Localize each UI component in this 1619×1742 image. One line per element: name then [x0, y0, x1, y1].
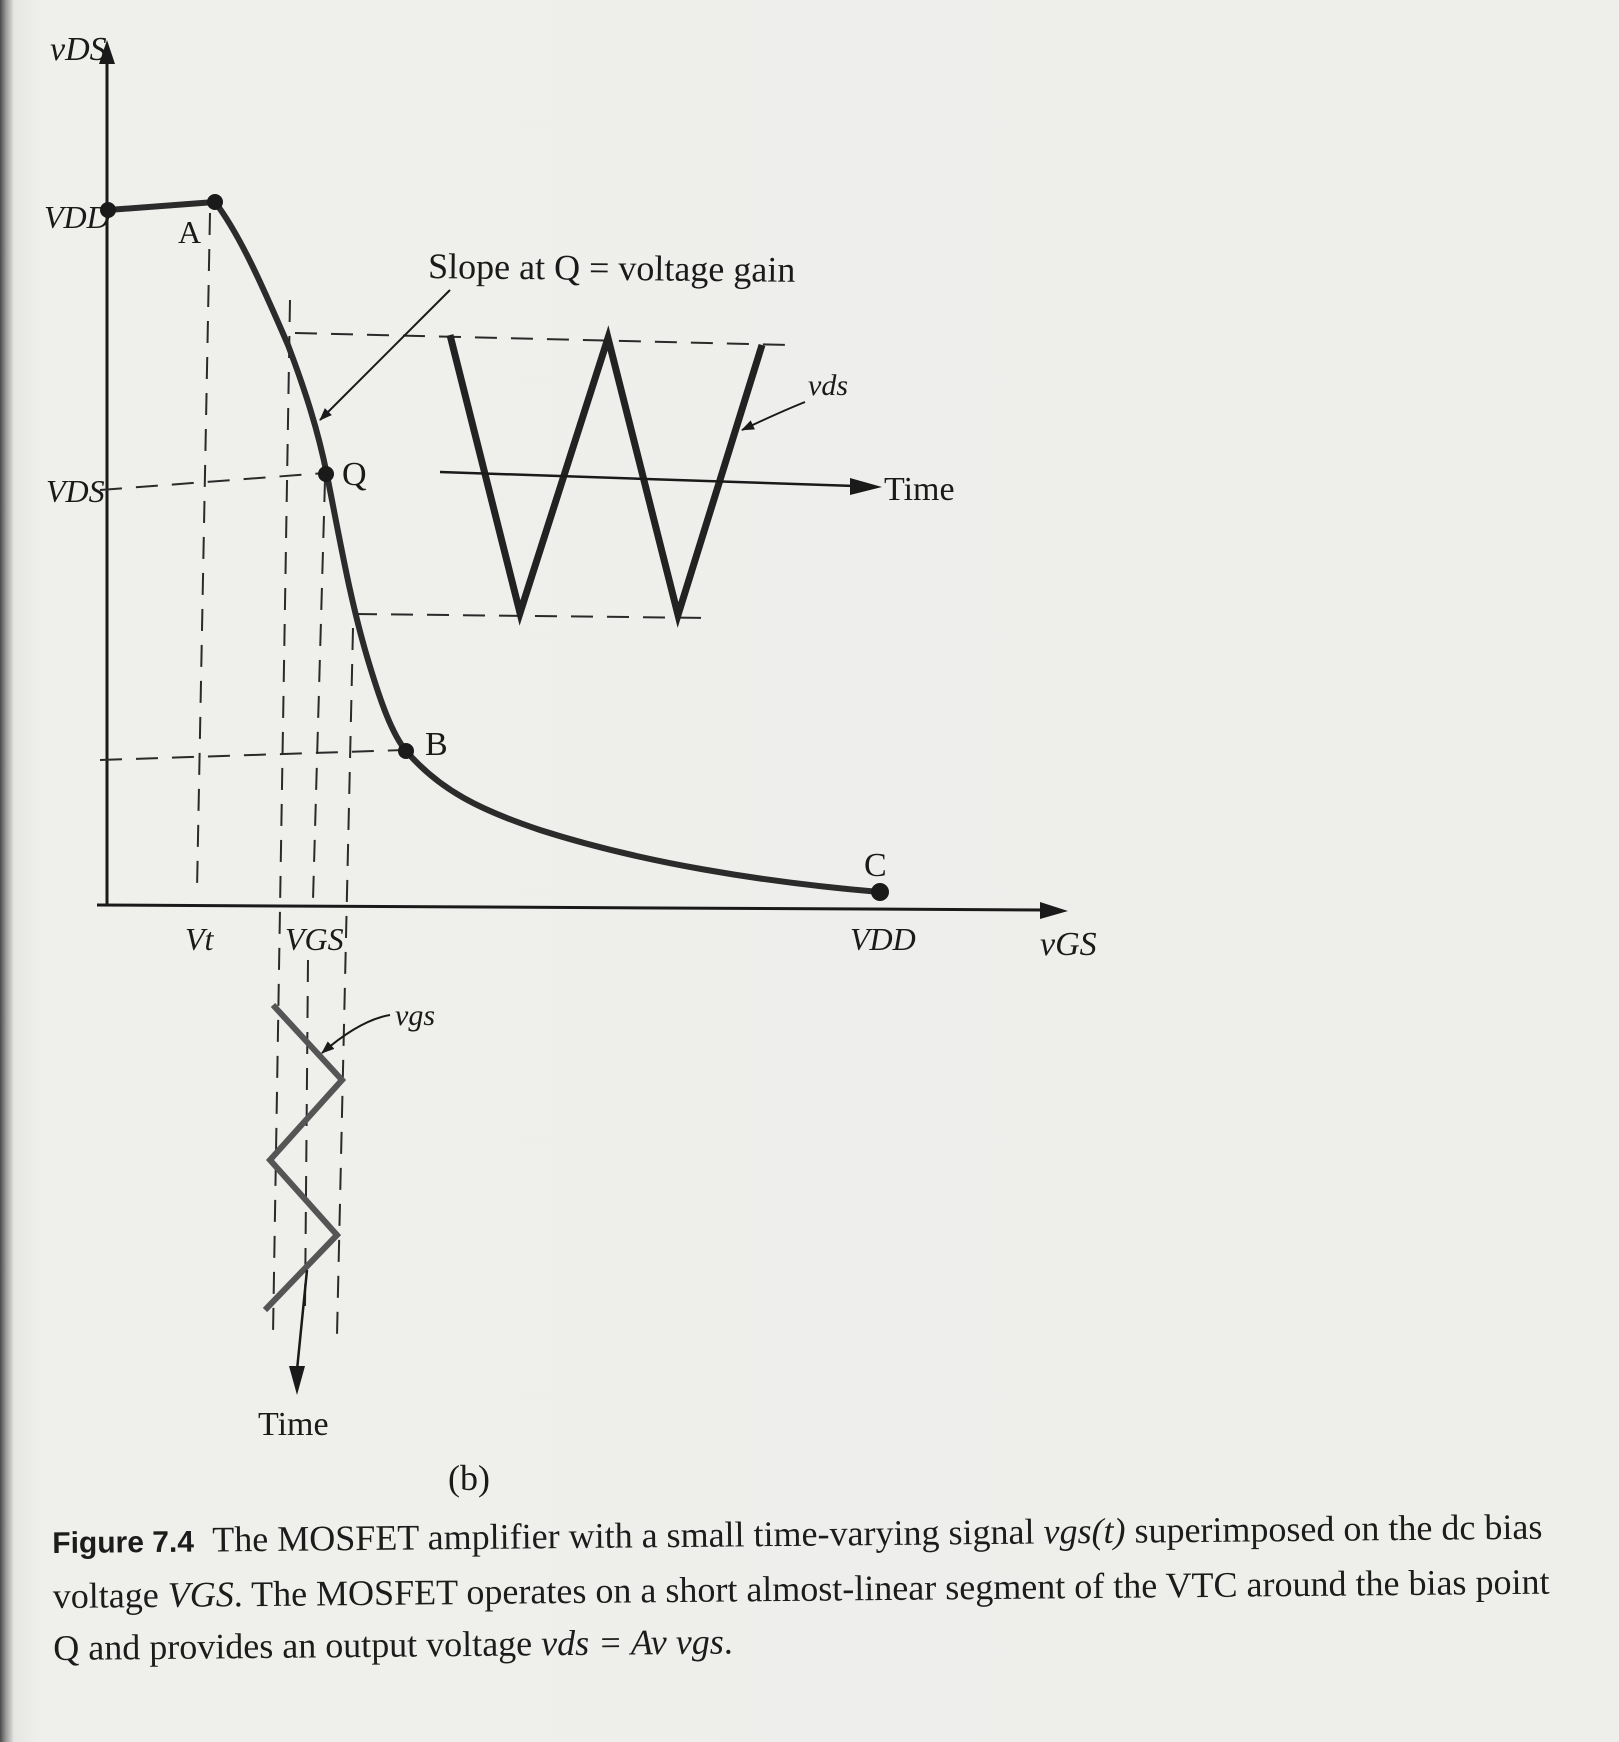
y-axis-label: vDS	[50, 31, 107, 68]
point-c-label: C	[864, 847, 887, 884]
point-a	[207, 194, 223, 210]
time-axis-down-arrowhead	[289, 1366, 305, 1395]
x-axis-label: vGS	[1040, 926, 1097, 963]
time-axis-down	[297, 1270, 307, 1370]
slope-annotation: Slope at Q = voltage gain	[427, 246, 796, 290]
slope-pointer	[320, 290, 450, 420]
vgs-x-label: VGS	[285, 921, 344, 957]
vgs-waveform	[265, 1005, 342, 1310]
point-b	[398, 743, 414, 759]
caption-symbol-vgs-t: vgs(t)	[1043, 1510, 1126, 1552]
caption-text-3: . The MOSFET operates on a short almost-linear segment of the VTC around the bias point Q and provides an output voltage	[53, 1561, 1550, 1668]
time-axis-right-arrowhead	[850, 478, 882, 495]
vds-pointer	[742, 402, 805, 430]
time-down-label: Time	[258, 1406, 329, 1443]
point-a-label: A	[178, 214, 202, 250]
figure-caption	[52, 1500, 1573, 1674]
vds-y-label: VDS	[46, 473, 105, 509]
x-axis	[97, 905, 1045, 910]
caption-text-1: The MOSFET amplifier with a small time-varying signal	[212, 1511, 1035, 1560]
caption-equation: vds = Av vgs	[540, 1621, 724, 1664]
x-axis-arrowhead	[1040, 902, 1068, 919]
vtc-curve	[108, 202, 880, 892]
point-b-label: B	[425, 726, 448, 763]
vdd-y-label: VDD	[44, 199, 110, 235]
vt-x-label: Vt	[185, 921, 214, 957]
guide-lines	[100, 213, 790, 1335]
subfigure-label: (b)	[448, 1458, 490, 1498]
point-q-label: Q	[342, 456, 367, 493]
caption-text-2: superimposed on the dc bias voltage	[52, 1506, 1543, 1616]
vds-signal-label: vds	[808, 369, 848, 402]
caption-symbol-VGS: VGS	[167, 1574, 234, 1615]
caption-text-4: .	[723, 1621, 733, 1662]
vdd-x-label: VDD	[850, 921, 916, 957]
point-q	[318, 466, 334, 482]
vgs-signal-label: vgs	[395, 999, 435, 1032]
caption-figure-label: Figure 7.4	[52, 1525, 195, 1560]
point-c	[871, 883, 889, 901]
time-right-label: Time	[884, 471, 955, 508]
vgs-pointer	[322, 1015, 390, 1053]
